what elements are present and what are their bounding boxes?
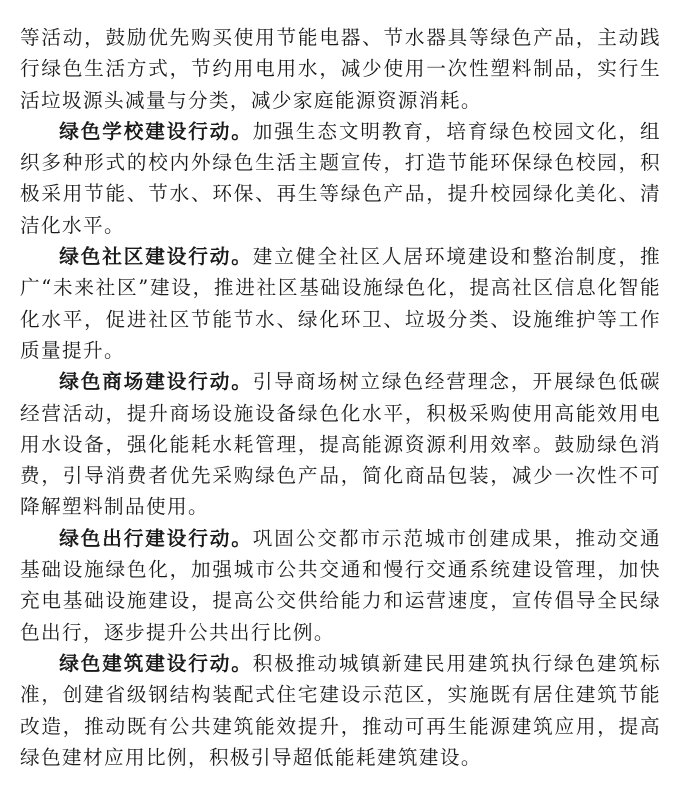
paragraph-lead-heading: 绿色出行建设行动。 bbox=[59, 526, 253, 550]
paragraph-green-community bbox=[20, 241, 661, 366]
paragraph-body-text: 加强生态文明教育，培育绿色校园文化，组织多种形式的校内外绿色生活主题宣传，打造节能环保绿色校园，积极采用节能、节水、环保、再生等绿色产品，提升校园绿化美化、清洁化水平。 bbox=[20, 119, 661, 237]
paragraph-green-school bbox=[20, 116, 661, 241]
paragraph-green-building bbox=[20, 648, 661, 773]
paragraph-body-text: 巩固公交都市示范城市创建成果，推动交通基础设施绿色化，加强城市公共交通和慢行交通系统建设管理，加快充电基础设施建设，提高公交供给能力和运营速度，宣传倡导全民绿色出行，逐步提升公共出行比例。 bbox=[20, 526, 661, 644]
paragraph-green-mall bbox=[20, 366, 661, 522]
paragraph-lead-heading: 绿色建筑建设行动。 bbox=[59, 651, 253, 675]
paragraph-green-travel bbox=[20, 523, 661, 648]
paragraph-lead-heading: 绿色商场建设行动。 bbox=[59, 370, 253, 394]
paragraph-body-text: 等活动，鼓励优先购买使用节能电器、节水器具等绿色产品，主动践行绿色生活方式，节约用电用水，减少使用一次性塑料制品，实行生活垃圾源头减量与分类，减少家庭能源资源消耗。 bbox=[20, 26, 661, 112]
paragraph-body-text: 积极推动城镇新建民用建筑执行绿色建筑标准，创建省级钢结构装配式住宅建设示范区，实施既有居住建筑节能改造，推动既有公共建筑能效提升，推动可再生能源建筑应用，提高绿色建材应用比例，积极引导超低能耗建筑建设。 bbox=[20, 651, 661, 769]
paragraph-lead-heading: 绿色社区建设行动。 bbox=[59, 245, 253, 269]
paragraph-body-text: 引导商场树立绿色经营理念，开展绿色低碳经营活动，提升商场设施设备绿色化水平，积极采购使用高能效用电用水设备，强化能耗水耗管理，提高能源资源利用效率。鼓励绿色消费，引导消费者优先采购绿色产品，简化商品包装，减少一次性不可降解塑料制品使用。 bbox=[20, 370, 661, 519]
paragraph-household-continuation bbox=[20, 22, 661, 116]
paragraph-body-text: 建立健全社区人居环境建设和整治制度，推广“未来社区”建设，推进社区基础设施绿色化，提高社区信息化智能化水平，促进社区节能节水、绿化环卫、垃圾分类、设施维护等工作质量提升。 bbox=[20, 245, 661, 362]
paragraph-lead-heading: 绿色学校建设行动。 bbox=[59, 119, 253, 143]
